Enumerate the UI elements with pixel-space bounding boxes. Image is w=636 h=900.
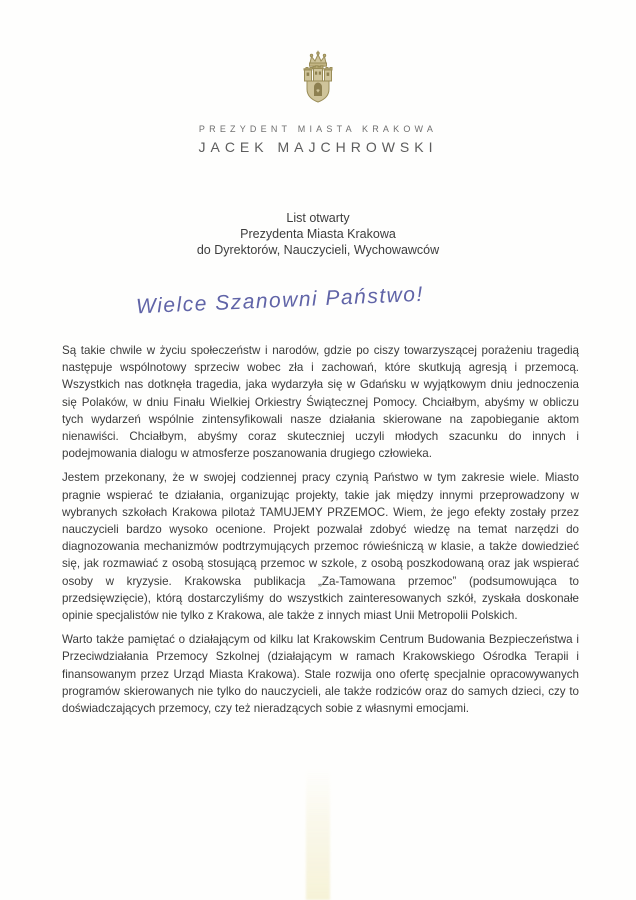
krakow-coat-of-arms-icon: [298, 50, 338, 113]
paragraph-1: Są takie chwile w życiu społeczeństw i narodów, gdzie po ciszy towarzyszącej porażeniu tragedią następuje wspólnotowy sprzeciw wobec zła i zachowań, które skutkują agresją i przemocą. Wszystkich nas dotknęła tragedia, jaka wydarzyła się w Gdańsku w wyjątkowym dniu jednoczenia się Polaków, w dniu Finału Wielkiej Orkiestry Świątecznej Pomocy. Chciałbym, abyśmy w obliczu tych wydarzeń wspólnie zintensyfikowali nasze działania skierowane na zapobieganie aktom nienawiści. Chciałbym, abyśmy coraz skuteczniej uczyli młodych szacunku do innych i podejmowania dialogu w atmosferze poszanowania drugiego człowieka.: [62, 344, 579, 461]
letterhead-mayor-name: JACEK MAJCHROWSKI: [198, 139, 438, 155]
letter-title-line-1: List otwarty: [286, 211, 350, 225]
letter-title-line-3: do Dyrektorów, Nauczycieli, Wychowawców: [196, 243, 440, 257]
paragraph-3: Warto także pamiętać o działającym od kilku lat Krakowskim Centrum Budowania Bezpieczeństwa i Przeciwdziałania Przemocy Szkolnej (działającym w ramach Krakowskiego Ośrodka Terapii i finansowanym przez Urząd Miasta Krakowa). Stale rozwija ono ofertę specjalnie opracowywanych programów skierowanych nie tylko do nauczycieli, ale także rodziców oraz do samych dzieci, czy to doświadczających przemocy, czy też nieradzących sobie z własnymi emocjami.: [62, 633, 579, 716]
letter-body: [62, 342, 579, 724]
letter-title-block: [0, 210, 636, 258]
handwritten-salutation: Wielce Szanowni Państwo!: [135, 282, 425, 319]
letter-title-line-2: Prezydenta Miasta Krakowa: [240, 227, 396, 241]
letterhead-office-title: PREZYDENT MIASTA KRAKOWA: [198, 124, 438, 134]
paragraph-2: Jestem przekonany, że w swojej codziennej pracy czynią Państwo w tym zakresie wiele. Miasto pragnie wspierać te działania, organizując projekty, takie jak między innymi przeprowadzony w wybranych szkołach Krakowa pilotaż TAMUJEMY PRZEMOC. Wiem, że jego efekty zostały przez nauczycieli bardzo wysoko ocenione. Projekt pozwalał zdobyć wiedzę na temat narzędzi do diagnozowania mechanizmów podtrzymujących przemoc rówieśniczą w klasie, a także dowiedzieć się, jak rozmawiać z osobą stosującą przemoc w szkole, z osobą poszkodowaną oraz jak wspierać osoby w kryzysie. Krakowska publikacja „Za-Tamowana przemoc” (podsumowująca to przedsięwzięcie), którą dostarczyliśmy do wszystkich zainteresowanych szkół, zyskała doskonałe opinie specjalistów nie tylko z Krakowa, ale także z innych miast Unii Metropolii Polskich.: [62, 471, 579, 623]
scan-fold-artifact: [306, 768, 330, 900]
